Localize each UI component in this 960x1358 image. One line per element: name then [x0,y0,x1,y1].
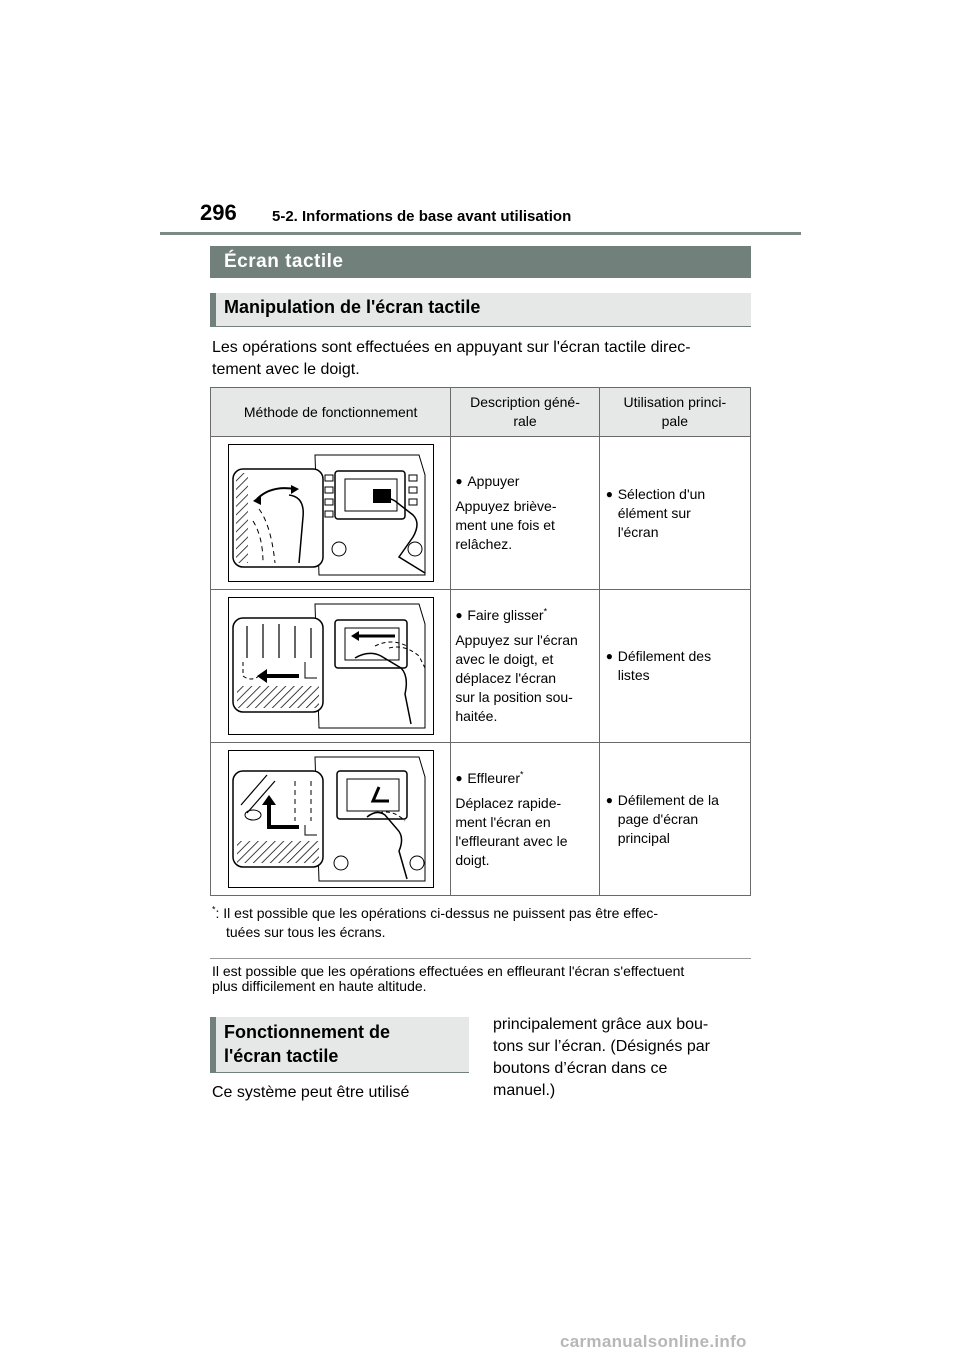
usage-cell: ● Sélection d'un élément sur l'écran [599,437,750,590]
intro-paragraph [212,337,752,381]
footnote: *: Il est possible que les opérations ci-dessus ne puissent pas être effec- tuées sur tous les écrans. [212,904,659,940]
illustration-cell [211,590,451,743]
chapter-title: 5-2. Informations de base avant utilisation [272,208,572,225]
gesture-name: Effleurer* [467,768,524,786]
illustration-cell [211,743,451,896]
drag-gesture-illustration [228,597,434,735]
description-cell: ● Appuyer Appuyez briève- ment une fois et relâchez. [451,437,599,590]
table-row [211,743,751,896]
description-cell: ● Faire glisser* Appuyez sur l'écran avec le doigt, et déplacez l'écran sur la position sou- haitée. [451,590,599,743]
table-row [211,437,751,590]
body-text-right: principalement grâce aux bou- tons sur l’écran. (Désignés par boutons d’écran dans ce manuel.) [493,1016,710,1099]
bullet-icon: ● [455,474,463,488]
watermark: carmanualsonline.info [560,1332,747,1351]
usage-cell: ● Défilement de la page d'écran principal [599,743,750,896]
description-cell: ● Effleurer* Déplacez rapide- ment l'écran en l'effleurant avec le doigt. [451,743,599,896]
bullet-icon: ● [455,770,463,785]
usage-cell: ● Défilement des listes [599,590,750,743]
operations-table [210,387,751,896]
bullet-icon: ● [455,608,463,622]
altitude-note: Il est possible que les opérations effectuées en effleurant l'écran s'effectuent plus difficilement en haute altitude. [212,963,685,994]
subsection-title-operation: Fonctionnement de l'écran tactile [210,1017,469,1073]
tap-gesture-illustration [228,444,434,582]
table-header-row [211,388,751,437]
page-number: 296 [200,200,237,225]
header-rule [160,232,801,235]
illustration-cell [211,437,451,590]
body-text-left: Ce système peut être utilisé [212,1084,410,1101]
bullet-icon: ● [605,486,613,501]
intro-line: tement avec le doigt. [212,361,360,378]
header-usage: Utilisation princi- pale [599,388,750,437]
table-row [211,590,751,743]
section-title: Écran tactile [210,246,751,278]
gesture-name: Faire glisser* [467,606,548,623]
header-description: Description géné- rale [451,388,599,437]
intro-line: Les opérations sont effectuées en appuyant sur l'écran tactile direc- [212,339,691,356]
header-method: Méthode de fonctionnement [211,388,451,437]
flick-gesture-illustration [228,750,434,888]
subsection-title: Manipulation de l'écran tactile [210,293,751,327]
bullet-icon: ● [605,792,613,807]
note-divider [210,958,751,959]
gesture-name: Appuyer [467,473,520,489]
bullet-icon: ● [605,649,613,663]
